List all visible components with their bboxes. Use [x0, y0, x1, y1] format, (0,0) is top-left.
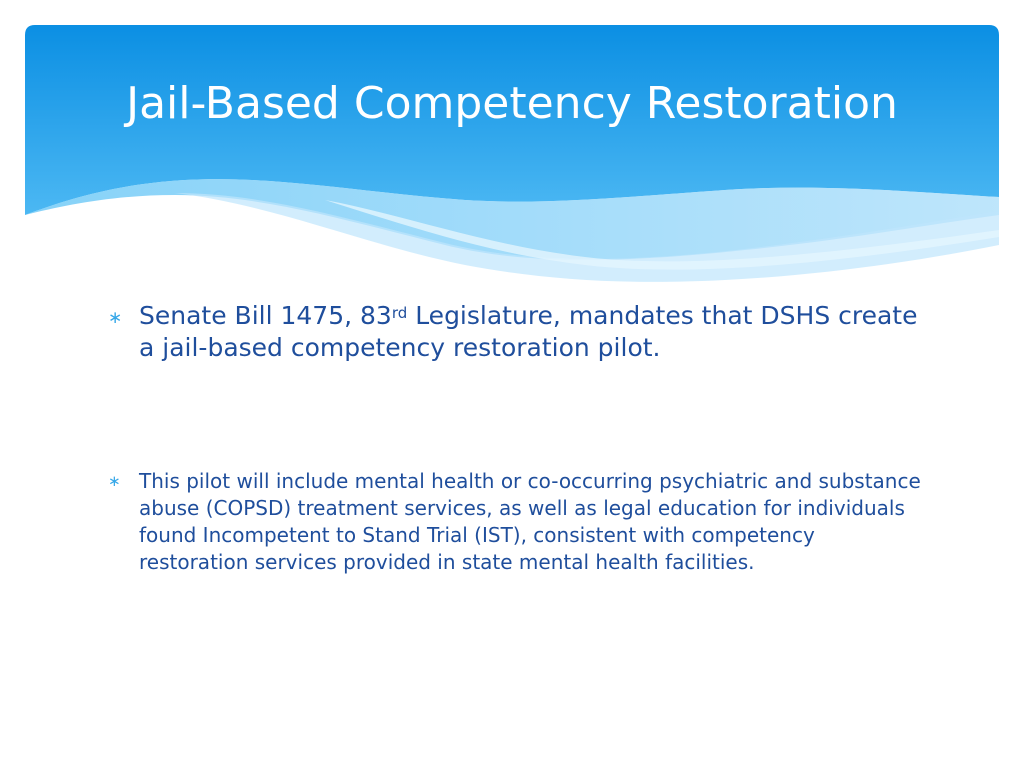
asterisk-icon: ∗: [108, 308, 123, 328]
slide-title: Jail-Based Competency Restoration: [126, 78, 898, 129]
header-band: [25, 25, 999, 285]
ordinal-superscript: rd: [391, 304, 408, 322]
header-wave-graphic: [25, 25, 999, 285]
bullet-text: This pilot will include mental health or co-occurring psychiatric and substance abuse (COPSD) treatment services, as well as legal education for individuals found Incompetent to Stand Trial (IST), consistent with competency restoration services provided in state mental health facilities.: [139, 469, 921, 574]
asterisk-icon: ∗: [108, 472, 121, 490]
bullet-text-part: Senate Bill 1475, 83: [139, 301, 392, 330]
bullet-item: [108, 468, 928, 576]
bullet-list: [108, 300, 928, 576]
bullet-item: [108, 300, 928, 364]
bullet-text-part: Legislature, mandates that DSHS create a jail-based competency restoration pilot.: [139, 301, 918, 362]
